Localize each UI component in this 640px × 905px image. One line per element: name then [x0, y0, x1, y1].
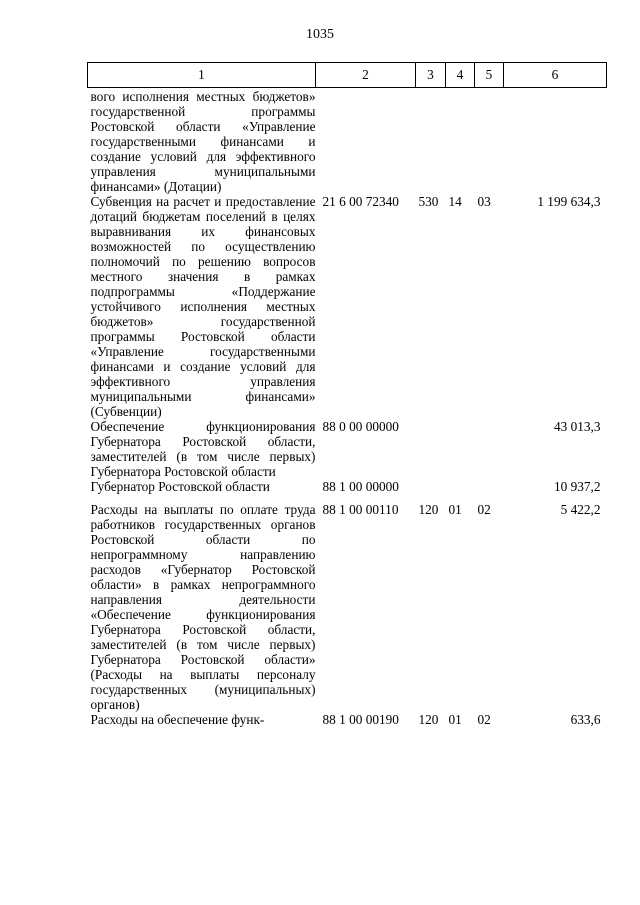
row-subsection [475, 479, 504, 502]
row-target-code: 88 1 00 00000 [322, 479, 399, 494]
table-row [88, 479, 607, 502]
row-section [446, 419, 475, 479]
row-target-code: 88 1 00 00110 [322, 502, 399, 517]
header-col-6: 6 [504, 63, 607, 88]
row-name: вого исполнения местных бюджетов» государственной программы Ростовской области «Управление государственными финансами и создание условий для эффективного управления муниципальными финансами» (Дотации) [90, 89, 316, 194]
row-target-code: 88 1 00 00190 [322, 712, 399, 727]
row-amount: 43 013,3 [553, 419, 601, 434]
row-subsection: 02 [477, 712, 491, 727]
header-col-4: 4 [446, 63, 475, 88]
row-expense-type: 120 [418, 502, 439, 517]
row-name: Расходы на обеспечение функ- [90, 712, 265, 727]
row-amount: 10 937,2 [553, 479, 601, 494]
row-expense-type [416, 88, 446, 195]
row-target-code: 88 0 00 00000 [322, 419, 399, 434]
header-col-5: 5 [475, 63, 504, 88]
table-row [88, 419, 607, 479]
row-subsection: 02 [477, 502, 491, 517]
row-section: 14 [448, 194, 462, 209]
row-name: Губернатор Ростовской области [90, 479, 270, 494]
table-row [88, 194, 607, 419]
row-section [446, 479, 475, 502]
header-col-1: 1 [88, 63, 316, 88]
row-amount: 1 199 634,3 [537, 194, 601, 209]
row-name: Обеспечение функционирования Губернатора Ростовской области, заместителей (в том числе первых) Губернатора Ростовской области [90, 419, 316, 479]
header-row [88, 63, 607, 88]
table-row [88, 502, 607, 712]
header-col-2: 2 [316, 63, 416, 88]
row-expense-type: 530 [418, 194, 439, 209]
row-section: 01 [448, 502, 462, 517]
row-amount: 5 422,2 [560, 502, 601, 517]
row-name: Расходы на выплаты по оплате труда работников государственных органов Ростовской области по непрограммному направлению расходов «Губернатор Ростовской области» в рамках непрограммного направления деятельности «Обеспечение функционирования Губернатора Ростовской области, заместителей (в том числе первых) Губернатора Ростовской области» (Расходы на выплаты персоналу государственных (муниципальных) органов) [90, 502, 316, 712]
row-expense-type: 120 [418, 712, 439, 727]
row-expense-type [416, 419, 446, 479]
row-amount: 633,6 [570, 712, 601, 727]
row-target-code: 21 6 00 72340 [322, 194, 399, 209]
table-row [88, 712, 607, 735]
table-row [88, 88, 607, 195]
row-expense-type [416, 479, 446, 502]
row-section [446, 88, 475, 195]
row-subsection: 03 [477, 194, 491, 209]
row-subsection [475, 88, 504, 195]
row-target-code [316, 88, 416, 195]
row-name: Субвенция на расчет и предоставление дотаций бюджетам поселений в целях выравнивания их финансовых возможностей по осуществлению полномочий по решению вопросов местного значения в рамках подпрограммы «Поддержание устойчивого исполнения местных бюджетов» государственной программы Ростовской области «Управление государственными финансами и создание условий для эффективного управления муниципальными финансами» (Субвенции) [90, 194, 316, 419]
budget-table [87, 62, 607, 735]
row-section: 01 [448, 712, 462, 727]
header-col-3: 3 [416, 63, 446, 88]
row-amount [504, 88, 607, 195]
row-subsection [475, 419, 504, 479]
page-number: 1035 [306, 27, 334, 42]
